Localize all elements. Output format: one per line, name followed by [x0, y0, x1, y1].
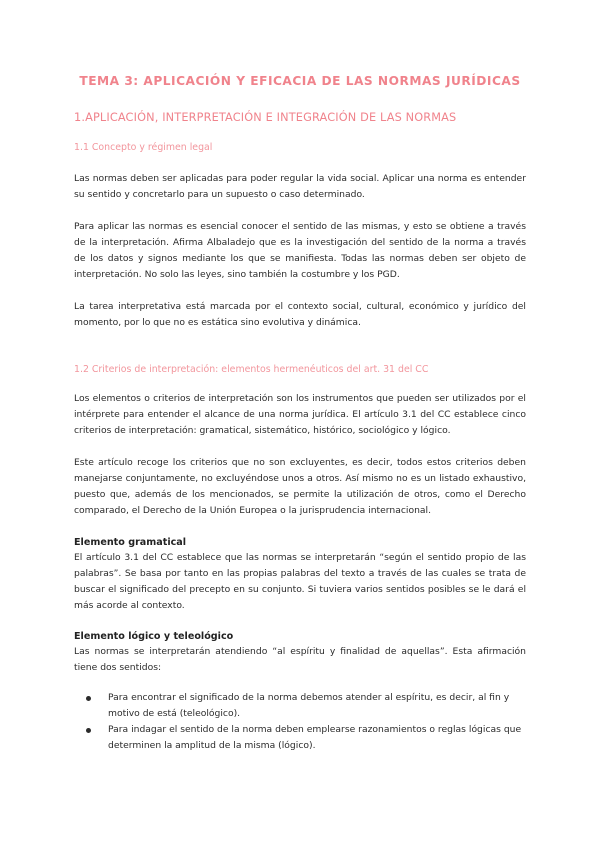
bullet-list-item: [74, 722, 526, 754]
bullet-icon: [86, 728, 91, 733]
document-title: TEMA 3: APLICACIÓN Y EFICACIA DE LAS NORMAS JURÍDICAS: [79, 74, 521, 88]
section-heading: 1.APLICACIÓN, INTERPRETACIÓN E INTEGRACIÓN DE LAS NORMAS: [74, 111, 457, 124]
element-logico-title: Elemento lógico y teleológico: [74, 631, 234, 642]
paragraph: Los elementos o criterios de interpretación son los instrumentos que pueden ser utilizados por el intérprete para entender el alcance de una norma jurídica. El artículo 3.1 del CC establece cinco criterios de interpretación: gramatical, sistemático, histórico, sociológico y lógico.: [74, 393, 526, 436]
bullet-icon: [86, 696, 91, 701]
element-gramatical-text: El artículo 3.1 del CC establece que las normas se interpretarán “según el sentido propio de las palabras”. Se basa por tanto en las propias palabras del texto a través de las cuales se trata de buscar el significado del precepto en su conjunto. Si tuviera varios sentidos posibles se le dará el más acorde al contexto.: [74, 552, 526, 611]
element-gramatical-title: Elemento gramatical: [74, 537, 187, 548]
element-logico-text: Las normas se interpretarán atendiendo “al espíritu y finalidad de aquellas”. Esta afirmación tiene dos sentidos:: [74, 646, 526, 673]
paragraph: Para aplicar las normas es esencial conocer el sentido de las mismas, y esto se obtiene a través de la interpretación. Afirma Albaladejo que es la investigación del sentido de la norma a través de los datos y signos mediante los que se manifiesta. Todas las normas deben ser objeto de interpretación. No solo las leyes, sino también la costumbre y los PGD.: [74, 221, 526, 280]
subsection-heading-criterios: 1.2 Criterios de interpretación: elementos hermenéuticos del art. 31 del CC: [74, 364, 429, 375]
bullet-list-item: [74, 690, 526, 722]
paragraph: La tarea interpretativa está marcada por el contexto social, cultural, económico y jurídico del momento, por lo que no es estática sino evolutiva y dinámica.: [74, 301, 526, 328]
bullet-text: Para indagar el sentido de la norma deben emplearse razonamientos o reglas lógicas que determinen la amplitud de la misma (lógico).: [108, 724, 522, 751]
paragraph: Las normas deben ser aplicadas para poder regular la vida social. Aplicar una norma es entender su sentido y concretarlo para un supuesto o caso determinado.: [74, 173, 526, 200]
subsection-heading-concepto: 1.1 Concepto y régimen legal: [74, 142, 213, 153]
paragraph: Este artículo recoge los criterios que no son excluyentes, es decir, todos estos criterios deben manejarse conjuntamente, no excluyéndose unos a otros. Así mismo no es un listado exhaustivo, puesto que, además de los mencionados, se permite la utilización de otros, como el Derecho comparado, el Derecho de la Unión Europea o la jurisprudencia internacional.: [74, 457, 526, 516]
bullet-list: [74, 690, 526, 754]
bullet-text: Para encontrar el significado de la norma debemos atender al espíritu, es decir, al fin y motivo de está (teleológico).: [108, 692, 510, 719]
